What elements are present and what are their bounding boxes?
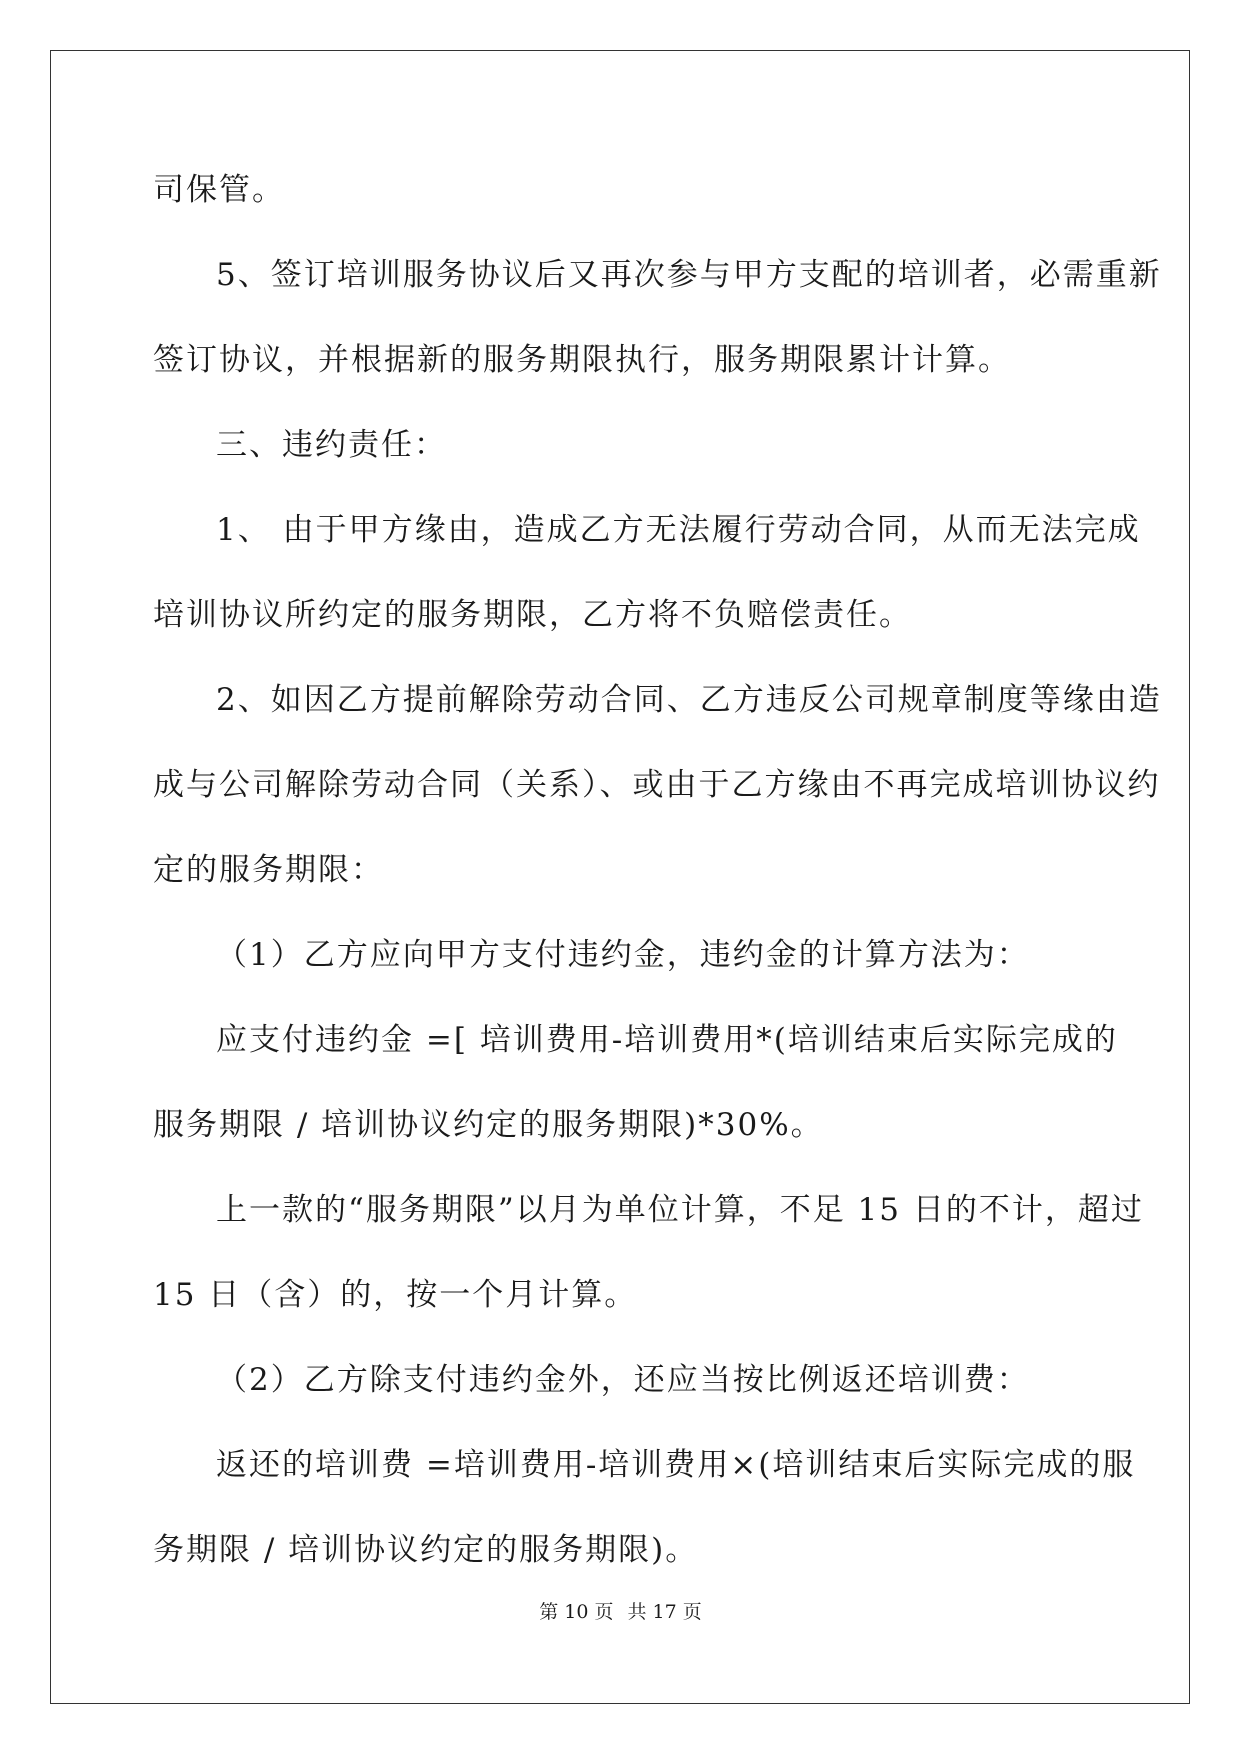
- paragraph-line: 1、 由于甲方缘由，造成乙方无法履行劳动合同，从而无法完成: [216, 512, 1141, 548]
- paragraph-line: 成与公司解除劳动合同（关系）、或由于乙方缘由不再完成培训协议约: [153, 767, 1161, 803]
- formula-line: 返还的培训费 =培训费用-培训费用×(培训结束后实际完成的服: [216, 1447, 1136, 1483]
- section-heading: 三、违约责任：: [216, 427, 447, 463]
- paragraph-line: 司保管。: [153, 172, 285, 208]
- formula-line: 应支付违约金 =[ 培训费用-培训费用*(培训结束后实际完成的: [216, 1022, 1118, 1058]
- paragraph-line: （1）乙方应向甲方支付违约金，违约金的计算方法为：: [216, 937, 1030, 973]
- page-footer: [0, 1597, 1241, 1624]
- paragraph-line: 定的服务期限：: [153, 852, 384, 888]
- paragraph-line: 上一款的“服务期限”以月为单位计算，不足 15 日的不计，超过: [216, 1192, 1144, 1228]
- total-pages: 共 17 页: [627, 1601, 702, 1623]
- paragraph-line: 签订协议，并根据新的服务期限执行，服务期限累计计算。: [153, 342, 1011, 378]
- paragraph-line: （2）乙方除支付违约金外，还应当按比例返还培训费：: [216, 1362, 1030, 1398]
- paragraph-line: 培训协议所约定的服务期限，乙方将不负赔偿责任。: [153, 597, 912, 633]
- document-body: [153, 148, 1162, 1593]
- formula-line: 服务期限 / 培训协议约定的服务期限)*30%。: [153, 1107, 824, 1143]
- paragraph-line: 5、签订培训服务协议后又再次参与甲方支配的培训者，必需重新: [216, 257, 1162, 293]
- paragraph-line: 2、如因乙方提前解除劳动合同、乙方违反公司规章制度等缘由造: [216, 682, 1162, 718]
- formula-line: 务期限 / 培训协议约定的服务期限)。: [153, 1532, 699, 1568]
- page-number: 第 10 页: [539, 1601, 614, 1623]
- paragraph-line: 15 日（含）的，按一个月计算。: [153, 1277, 638, 1313]
